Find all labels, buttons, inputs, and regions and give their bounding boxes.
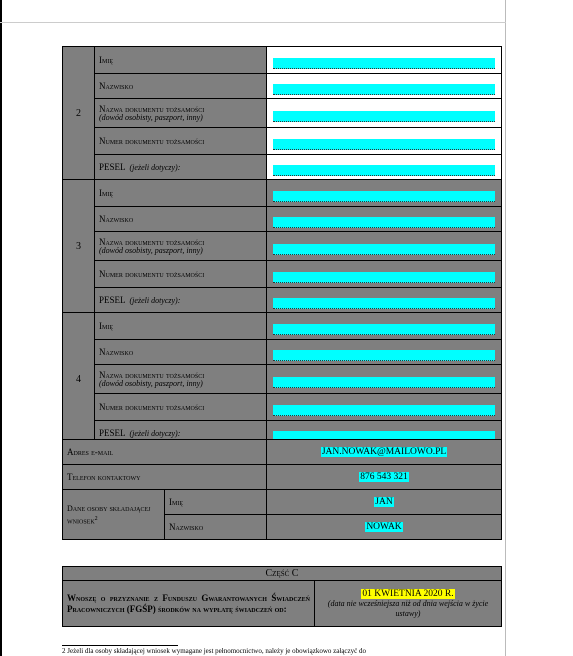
person-row bbox=[63, 313, 502, 340]
person-field-input[interactable] bbox=[267, 47, 502, 74]
person-field-input[interactable] bbox=[267, 128, 502, 155]
person-field-hint: (jeżeli dotyczy): bbox=[129, 429, 181, 438]
submitter-last-name-field[interactable] bbox=[267, 515, 502, 540]
person-field-label-text: PESEL bbox=[99, 162, 126, 172]
person-field-label-text: Nazwisko bbox=[99, 214, 134, 224]
phone-field[interactable] bbox=[267, 465, 502, 490]
person-field-label-text: Numer dokumentu tożsamości bbox=[99, 136, 205, 146]
submitter-label-text: Dane osoby składającej wniosek bbox=[67, 503, 151, 526]
person-field-label bbox=[95, 47, 267, 74]
person-field-label-text: PESEL bbox=[99, 295, 126, 305]
submitter-label bbox=[63, 490, 165, 540]
person-field-label-text: Imię bbox=[99, 321, 113, 331]
persons-table bbox=[62, 46, 502, 446]
submitter-last-name-label: Nazwisko bbox=[165, 515, 267, 540]
part-c-request-text: Wnoszę o przyznanie z Funduszu Gwarantowanych Świadczeń Pracowniczych (FGŚP) środków na wypłatę świadczeń od: bbox=[63, 581, 315, 627]
dotted-fill-line bbox=[273, 84, 495, 95]
person-field-input[interactable] bbox=[267, 180, 502, 207]
person-field-label bbox=[95, 288, 267, 313]
person-field-input[interactable] bbox=[267, 340, 502, 365]
person-field-hint: (jeżeli dotyczy): bbox=[129, 163, 181, 172]
person-field-input[interactable] bbox=[267, 313, 502, 340]
phone-label: Telefon kontaktowy bbox=[63, 465, 267, 490]
person-field-input[interactable] bbox=[267, 288, 502, 313]
person-field-label bbox=[95, 232, 267, 261]
person-field-input[interactable] bbox=[267, 394, 502, 421]
footnote-separator bbox=[62, 645, 178, 646]
person-row bbox=[63, 365, 502, 394]
footnote: 2 Jeżeli dla osoby składającej wniosek wymagane jest pełnomocnictwo, należy je obowiązkowo załączyć do bbox=[62, 647, 367, 655]
person-row bbox=[63, 180, 502, 207]
submitter-first-name-label: Imię bbox=[165, 490, 267, 515]
person-field-hint: (dowód osobisty, paszport, inny) bbox=[99, 113, 203, 122]
person-row bbox=[63, 340, 502, 365]
dotted-fill-line bbox=[273, 405, 495, 416]
dotted-fill-line bbox=[273, 165, 495, 176]
person-row bbox=[63, 47, 502, 74]
email-field[interactable] bbox=[267, 440, 502, 465]
page-top-line bbox=[0, 22, 506, 23]
person-field-label bbox=[95, 340, 267, 365]
person-field-label-text: Nazwa dokumentu tożsamości bbox=[99, 104, 205, 114]
person-row bbox=[63, 99, 502, 128]
person-field-label bbox=[95, 394, 267, 421]
person-field-input[interactable] bbox=[267, 261, 502, 288]
person-row bbox=[63, 261, 502, 288]
person-field-input[interactable] bbox=[267, 232, 502, 261]
person-field-input[interactable] bbox=[267, 207, 502, 232]
person-field-label-text: Nazwisko bbox=[99, 81, 134, 91]
person-field-label-text: Nazwisko bbox=[99, 347, 134, 357]
person-field-hint: (dowód osobisty, paszport, inny) bbox=[99, 379, 203, 388]
dotted-fill-line bbox=[273, 377, 495, 388]
footnote-ref: 2 bbox=[94, 515, 98, 522]
dotted-fill-line bbox=[273, 298, 495, 309]
contact-table bbox=[62, 439, 502, 540]
person-field-label bbox=[95, 155, 267, 180]
person-field-label bbox=[95, 313, 267, 340]
person-number: 4 bbox=[63, 313, 95, 446]
person-row bbox=[63, 128, 502, 155]
person-field-label-text: Imię bbox=[99, 188, 113, 198]
person-field-label-text: PESEL bbox=[99, 428, 126, 438]
person-field-label bbox=[95, 128, 267, 155]
person-row bbox=[63, 288, 502, 313]
dotted-fill-line bbox=[273, 139, 495, 150]
person-field-label bbox=[95, 207, 267, 232]
person-field-label-text: Nazwa dokumentu tożsamości bbox=[99, 370, 205, 380]
person-row bbox=[63, 394, 502, 421]
person-field-hint: (dowód osobisty, paszport, inny) bbox=[99, 246, 203, 255]
start-date-note: (data nie wcześniejsza niż od dnia wejścia w życie ustawy) bbox=[327, 599, 489, 618]
person-row bbox=[63, 74, 502, 99]
person-field-label-text: Numer dokumentu tożsamości bbox=[99, 269, 205, 279]
person-field-input[interactable] bbox=[267, 155, 502, 180]
dotted-fill-line bbox=[273, 191, 495, 202]
email-label: Adres e-mail bbox=[63, 440, 267, 465]
dotted-fill-line bbox=[273, 58, 495, 69]
person-field-label bbox=[95, 99, 267, 128]
submitter-last-name-value: NOWAK bbox=[366, 522, 402, 532]
part-c-table bbox=[62, 566, 502, 627]
phone-value: 876 543 321 bbox=[360, 472, 408, 482]
person-field-label-text: Numer dokumentu tożsamości bbox=[99, 402, 205, 412]
person-field-input[interactable] bbox=[267, 99, 502, 128]
dotted-fill-line bbox=[273, 272, 495, 283]
dotted-fill-line bbox=[273, 217, 495, 228]
person-field-label bbox=[95, 180, 267, 207]
person-field-label bbox=[95, 261, 267, 288]
person-row bbox=[63, 207, 502, 232]
person-field-input[interactable] bbox=[267, 74, 502, 99]
person-field-hint: (jeżeli dotyczy): bbox=[129, 296, 181, 305]
person-number: 3 bbox=[63, 180, 95, 313]
email-value: JAN.NOWAK@MAILOWO.PL bbox=[321, 447, 447, 457]
submitter-first-name-value: JAN bbox=[375, 497, 393, 507]
person-field-label bbox=[95, 365, 267, 394]
dotted-fill-line bbox=[273, 111, 495, 122]
submitter-first-name-field[interactable] bbox=[267, 490, 502, 515]
dotted-fill-line bbox=[273, 350, 495, 361]
start-date-value: 01 KWIETNIA 2020 R. bbox=[362, 589, 454, 599]
person-field-label bbox=[95, 74, 267, 99]
person-row bbox=[63, 232, 502, 261]
start-date-field[interactable] bbox=[315, 581, 502, 627]
dotted-fill-line bbox=[273, 324, 495, 335]
person-field-label-text: Nazwa dokumentu tożsamości bbox=[99, 237, 205, 247]
person-field-label-text: Imię bbox=[99, 55, 113, 65]
person-row bbox=[63, 155, 502, 180]
dotted-fill-line bbox=[273, 244, 495, 255]
person-field-input[interactable] bbox=[267, 365, 502, 394]
person-number: 2 bbox=[63, 47, 95, 180]
part-c-header: Część C bbox=[63, 567, 502, 581]
